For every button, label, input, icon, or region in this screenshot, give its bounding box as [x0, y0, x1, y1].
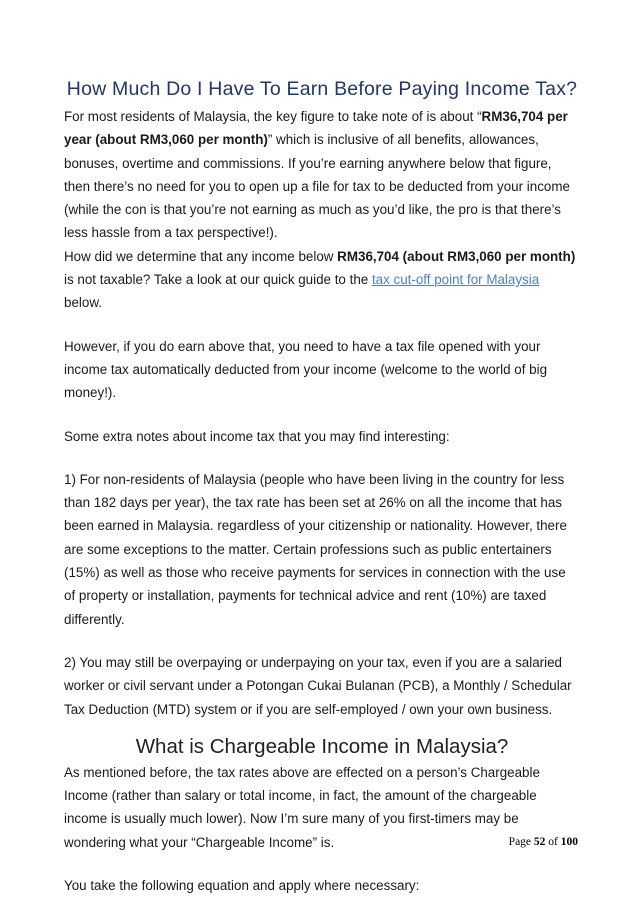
tax-cutoff-link[interactable]: tax cut-off point for Malaysia [371, 272, 540, 288]
page-total: 100 [560, 836, 578, 848]
paragraph-equation-intro: You take the following equation and apply where necessary: [64, 878, 420, 894]
document-page [64, 76, 580, 897]
page-label: Page [508, 836, 534, 848]
page-footer [420, 836, 578, 848]
page-of-label: of [545, 836, 561, 848]
paragraph-note-overpaying: 2) You may still be overpaying or underpaying on your tax, even if you are a salaried worker or civil servant under a Potongan Cukai Bulanan (PCB), a Monthly / Schedular Tax Deduction (MTD) system or if you are self-employed / own your own business. [64, 654, 572, 717]
paragraph-text: For most residents of Malaysia, the key figure to take note of is about “ [64, 109, 482, 124]
paragraph-note-non-residents: 1) For non-residents of Malaysia (people who have been living in the country for less than 182 days per year), the tax rate has been set at 26% on all the income that has been earned in Malaysia. regardless of your citizenship or nationality. However, there are some exceptions to the matter. Certain professions such as public entertainers (15%) as well as those who receive payments for services in connection with the use of property or installation, payments for technical advice and rent (10%) are taxed differently. [64, 471, 567, 627]
paragraph-above-threshold: However, if you do earn above that, you need to have a tax file opened with your income tax automatically deducted from your income (welcome to the world of big money!). [64, 338, 548, 401]
paragraph-determination [64, 245, 580, 315]
bold-amount: RM36,704 per year (about RM3,060 per month) [64, 109, 568, 148]
page-number: 52 [533, 836, 546, 848]
bold-amount: RM36,704 (about RM3,060 per month) [337, 248, 576, 264]
paragraph-chargeable-income: As mentioned before, the tax rates above are effected on a person’s Chargeable Income (rather than salary or total income, in fact, the amount of the chargeable income is usually much lower). Now I’m sure many of you first-timers may be wondering what your “Chargeable Income” is. [64, 764, 540, 850]
paragraph-text: How did we determine that any income below [64, 248, 338, 264]
section-heading-income-threshold: How Much Do I Have To Earn Before Paying Income Tax? [66, 78, 578, 100]
paragraph-key-figure [64, 105, 580, 245]
paragraph-text: ” which is inclusive of all benefits, allowances, bonuses, overtime and commissions. If you’re earning anywhere below that figure, then there’s no need for you to open up a file for tax to be deducted from your income (while the con is that you’re not earning as much as you’d like, the pro is that there’s less hassle from a tax perspective!). [64, 132, 570, 241]
paragraph-text: below. [64, 295, 102, 311]
section-heading-chargeable-income: What is Chargeable Income in Malaysia? [135, 734, 509, 758]
paragraph-extra-notes-intro: Some extra notes about income tax that you may find interesting: [64, 428, 450, 444]
paragraph-text: is not taxable? Take a look at our quick guide to the [64, 272, 372, 288]
